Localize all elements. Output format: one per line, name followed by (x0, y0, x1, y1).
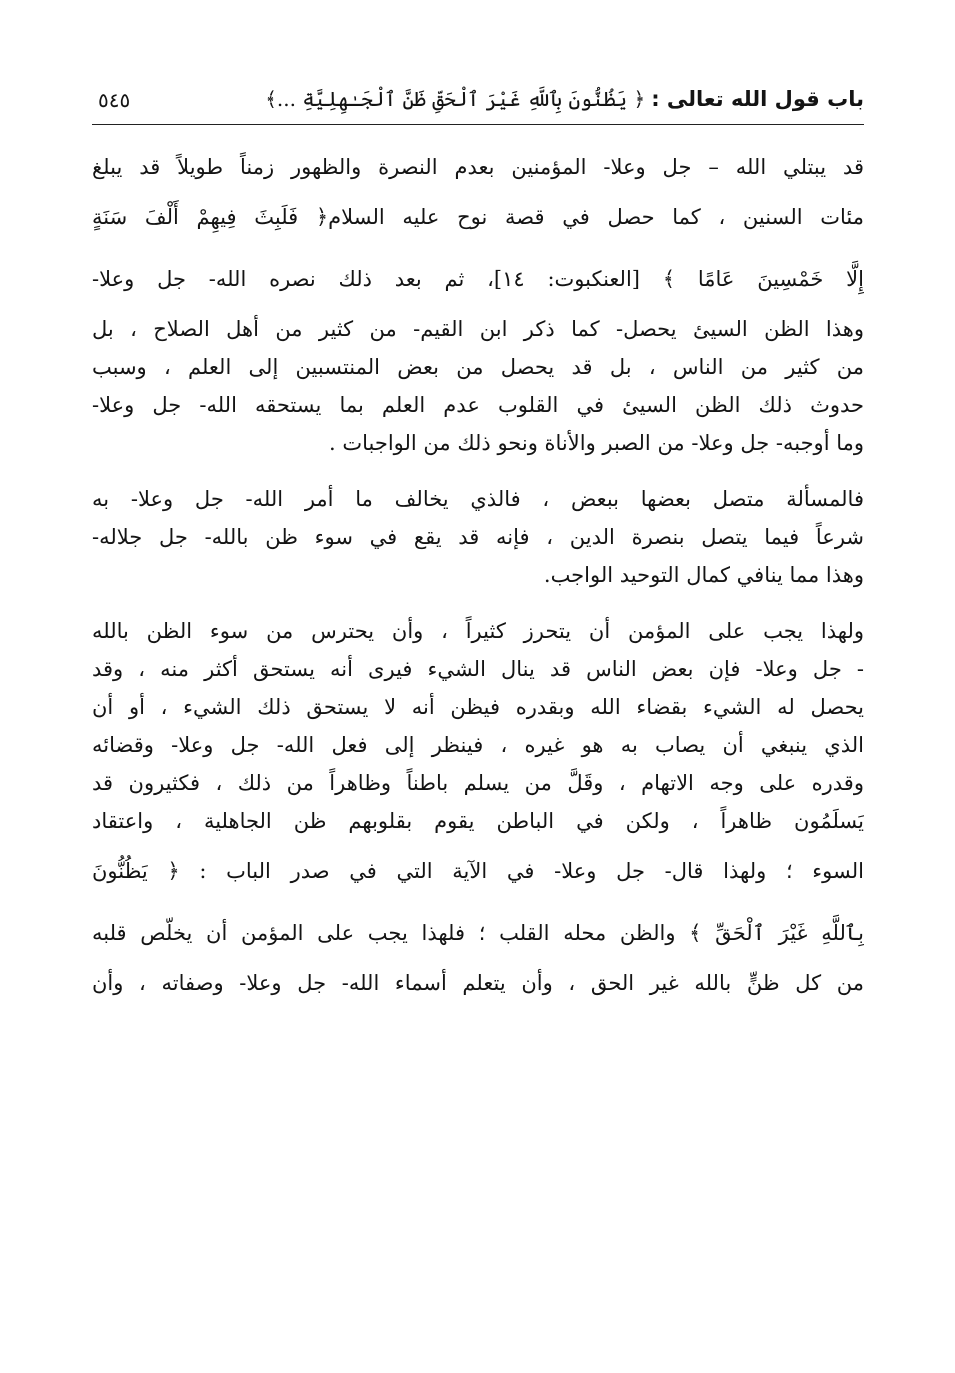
text-line: يَسلَمُون ظاهراً ، ولكن في الباطن يقوم بقلوبهم ظن الجاهلية ، واعتقاد (92, 809, 864, 833)
text-line: بِٱللَّهِ غَيْرَ ٱلْحَقِّ ﴾ والظن محله القلب ؛ فلهذا يجب على المؤمن أن يخلّص قلبه (92, 921, 864, 945)
text-line: من كل ظنٍّ بالله غير الحق ، وأن يتعلم أسماء الله- جل وعلا- وصفاته ، وأن (92, 971, 864, 995)
running-header (92, 82, 864, 120)
paragraph-gap (92, 462, 864, 480)
text-line: ولهذا يجب على المؤمن أن يتحرز كثيراً ، وأن يحترس من سوء الظن بالله (92, 619, 864, 643)
paragraph-2 (92, 480, 864, 594)
paragraph-gap (92, 594, 864, 612)
paragraph-3 (92, 612, 864, 1002)
text-line: حدوث ذلك الظن السيئ في القلوب عدم العلم بما يستحقه الله- جل وعلا- (92, 393, 864, 417)
text-line: مئات السنين ، كما حصل في قصة نوح عليه السلام﴿ فَلَبِثَ فِيهِمْ أَلْفَ سَنَةٍ (92, 205, 864, 229)
text-line: يحصل له الشيء بقضاء الله وبقدره فيظن أنه لا يستحق ذلك الشيء ، أو أن (92, 695, 864, 719)
chapter-title-lead: باب قول الله تعالى : (651, 87, 864, 111)
chapter-title-verse: ﴿ يَظُنُّونَ بِٱللَّهِ غَيْرَ ٱلْحَقِّ ظَنَّ ٱلْجَـٰهِلِيَّةِ ...﴾ (265, 87, 646, 111)
text-line: - جل وعلا- فإن بعض الناس قد ينال الشيء فيرى أنه يستحق أكثر منه ، وقد (92, 657, 864, 681)
text-line: شرعاً فيما يتصل بنصرة الدين ، فإنه قد يقع في سوء ظن بالله- جل جلاله- (92, 525, 864, 549)
text-line: الذي ينبغي أن يصاب به هو غيره ، فينظر إلى فعل الله- جل وعلا- وقضائه (92, 733, 864, 757)
text-line: وهذا الظن السيئ يحصل- كما ذكر ابن القيم- من كثير من أهل الصلاح ، بل (92, 317, 864, 341)
text-line: من كثير من الناس ، بل قد يحصل من بعض المنتسبين إلى العلم ، وسبب (92, 355, 864, 379)
text-line: وما أوجبه- جل وعلا- من الصبر والأناة ونحو ذلك من الواجبات . (329, 431, 864, 455)
header-divider (92, 124, 864, 125)
text-line: السوء ؛ ولهذا قال- جل وعلا- في الآية التي في صدر الباب : ﴿ يَظُنُّونَ (92, 859, 864, 883)
text-line: وقدره على وجه الاتهام ، وقَلَّ من يسلم باطناً وظاهراً من ذلك ، فكثيرون قد (92, 771, 864, 795)
text-line: قد يبتلي الله – جل وعلا- المؤمنين بعدم النصرة والظهور زمناً طويلاً قد يبلغ (92, 155, 864, 179)
text-line: إِلَّا خَمْسِينَ عَامًا ﴾ [العنكبوت: ١٤]، ثم بعد ذلك نصره الله- جل وعلا- (92, 267, 864, 291)
paragraph-1 (92, 148, 864, 462)
text-line: وهذا مما ينافي كمال التوحيد الواجب. (543, 563, 864, 587)
text-line: فالمسألة متصل بعضها ببعض ، فالذي يخالف ما أمر الله- جل وعلا- به (92, 487, 864, 511)
body-text (92, 148, 864, 1002)
page-number: ٥٤٥ (98, 88, 131, 112)
chapter-title (265, 82, 864, 116)
